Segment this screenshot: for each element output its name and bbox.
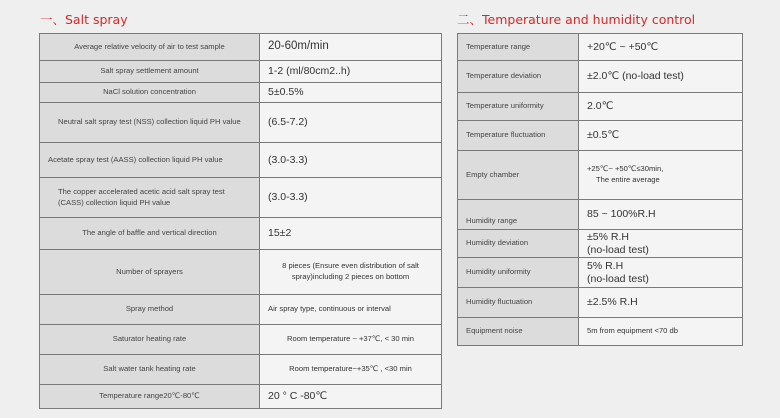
row-label: Temperature uniformity xyxy=(458,93,579,121)
salt-spray-title: 一、Salt spray xyxy=(40,12,128,27)
row-value: 5±0.5% xyxy=(260,83,442,103)
table-row xyxy=(40,295,442,325)
row-value: Room temperature ~ +37℃, < 30 min xyxy=(260,325,442,355)
row-label: Temperature fluctuation xyxy=(458,121,579,151)
table-row xyxy=(40,325,442,355)
row-value: 20 ° C -80℃ xyxy=(260,385,442,409)
table-row xyxy=(40,250,442,295)
row-value: 15±2 xyxy=(260,218,442,250)
row-label: Neutral salt spray test (NSS) collection liquid PH value xyxy=(40,103,260,143)
table-row xyxy=(40,61,442,83)
table-row xyxy=(458,121,743,151)
row-value: 85 ~ 100%R.H xyxy=(579,200,743,230)
row-value: 20-60m/min xyxy=(260,34,442,61)
row-label: Humidity deviation xyxy=(458,230,579,258)
row-value: +20℃ ~ +50℃ xyxy=(579,34,743,61)
table-row xyxy=(40,218,442,250)
row-value: Room temperature~+35℃ , <30 min xyxy=(260,355,442,385)
row-value xyxy=(579,151,743,200)
table-row xyxy=(458,34,743,61)
table-row xyxy=(458,200,743,230)
row-label: Temperature range20℃-80℃ xyxy=(40,385,260,409)
row-label: Temperature range xyxy=(458,34,579,61)
table-row xyxy=(458,318,743,346)
salt-spray-table xyxy=(39,33,442,409)
row-label: Acetate spray test (AASS) collection liquid PH value xyxy=(40,143,260,178)
row-label: Humidity uniformity xyxy=(458,258,579,288)
table-row xyxy=(40,385,442,409)
table-row xyxy=(458,258,743,288)
humidity-deviation-line-1: ±5% R.H xyxy=(587,231,629,244)
row-label: The copper accelerated acetic acid salt spray test (CASS) collection liquid PH value xyxy=(40,178,260,218)
row-label: Average relative velocity of air to test sample xyxy=(40,34,260,61)
table-row xyxy=(458,151,743,200)
row-label: The angle of baffle and vertical direction xyxy=(40,218,260,250)
row-label: NaCl solution concentration xyxy=(40,83,260,103)
empty-chamber-line-2: The entire average xyxy=(596,175,660,184)
table-row xyxy=(40,143,442,178)
table-row xyxy=(458,288,743,318)
row-value: 1-2 (ml/80cm2..h) xyxy=(260,61,442,83)
row-label: Equipment noise xyxy=(458,318,579,346)
table-row xyxy=(40,103,442,143)
row-label: Number of sprayers xyxy=(40,250,260,295)
table-row xyxy=(458,93,743,121)
row-value: (3.0-3.3) xyxy=(260,143,442,178)
humidity-uniformity-line-1: 5% R.H xyxy=(587,260,624,273)
row-value xyxy=(579,230,743,258)
humidity-uniformity-line-2: (no-load test) xyxy=(587,272,649,285)
row-value: ±2.0℃ (no-load test) xyxy=(579,61,743,93)
row-value: ±0.5℃ xyxy=(579,121,743,151)
row-label: Salt water tank heating rate xyxy=(40,355,260,385)
temperature-humidity-title: 二、Temperature and humidity control xyxy=(457,12,696,27)
row-value: 5m from equipment <70 db xyxy=(579,318,743,346)
humidity-deviation-line-2: (no-load test) xyxy=(587,243,649,256)
empty-chamber-line-1: +25℃~ +50℃≤30min, xyxy=(587,164,664,174)
table-row xyxy=(458,230,743,258)
row-label: Humidity range xyxy=(458,200,579,230)
row-label: Spray method xyxy=(40,295,260,325)
row-label: Saturator heating rate xyxy=(40,325,260,355)
temperature-humidity-table xyxy=(457,33,743,346)
row-value: (3.0-3.3) xyxy=(260,178,442,218)
row-label: Temperature deviation xyxy=(458,61,579,93)
row-value: (6.5-7.2) xyxy=(260,103,442,143)
row-value: Air spray type, continuous or interval xyxy=(260,295,442,325)
table-row xyxy=(40,34,442,61)
row-label: Salt spray settlement amount xyxy=(40,61,260,83)
table-row xyxy=(40,178,442,218)
row-value: 2.0℃ xyxy=(579,93,743,121)
row-label: Humidity fluctuation xyxy=(458,288,579,318)
table-row xyxy=(40,355,442,385)
row-value xyxy=(579,258,743,288)
row-value: 8 pieces (Ensure even distribution of salt spray)including 2 pieces on bottom xyxy=(260,250,442,295)
row-label: Empty chamber xyxy=(458,151,579,200)
row-value: ±2.5% R.H xyxy=(579,288,743,318)
table-row xyxy=(40,83,442,103)
table-row xyxy=(458,61,743,93)
